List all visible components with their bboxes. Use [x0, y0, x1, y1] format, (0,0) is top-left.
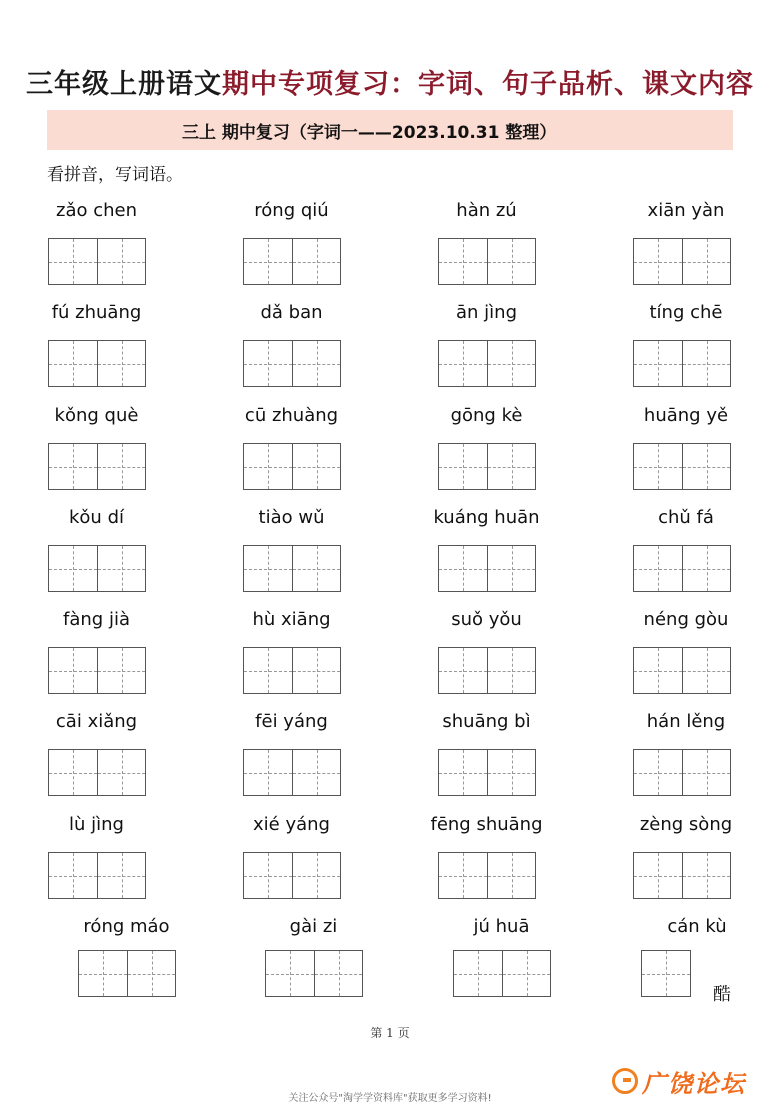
footer-note: 关注公众号"淘学学资料库"获取更多学习资料!	[288, 1093, 492, 1104]
pinyin-label: róng qiú	[254, 200, 329, 221]
tianzige-cell[interactable]	[49, 750, 97, 795]
tianzige-cell[interactable]	[642, 951, 690, 996]
pinyin-label: fēi yáng	[255, 711, 328, 732]
tianzige-cell[interactable]	[97, 239, 145, 284]
pinyin-label: hù xiāng	[252, 609, 331, 630]
pinyin-label: kuáng huān	[433, 507, 540, 528]
tianzige-cell[interactable]	[682, 853, 730, 898]
tianzige-cell[interactable]	[487, 239, 535, 284]
tianzige-cell[interactable]	[682, 750, 730, 795]
writing-grid[interactable]	[633, 443, 731, 490]
tianzige-cell[interactable]	[682, 239, 730, 284]
tianzige-cell[interactable]	[487, 341, 535, 386]
writing-grid[interactable]	[633, 749, 731, 796]
pinyin-label: tiào wǔ	[258, 507, 325, 528]
pinyin-label: lù jìng	[69, 814, 124, 835]
pinyin-label: zèng sòng	[639, 814, 733, 835]
writing-grid[interactable]	[633, 647, 731, 694]
tianzige-cell[interactable]	[682, 444, 730, 489]
section-banner	[47, 110, 733, 150]
pinyin-label: kǒng què	[54, 405, 139, 426]
pinyin-label: zǎo chen	[56, 200, 137, 221]
tianzige-cell[interactable]	[97, 648, 145, 693]
tianzige-cell[interactable]	[454, 951, 502, 996]
pinyin-label: jú huā	[473, 916, 530, 937]
tianzige-cell[interactable]	[439, 546, 487, 591]
tianzige-cell[interactable]	[502, 951, 550, 996]
writing-grid[interactable]	[633, 238, 731, 285]
tianzige-cell[interactable]	[292, 341, 340, 386]
pinyin-label: dǎ ban	[260, 302, 323, 323]
tianzige-cell[interactable]	[487, 750, 535, 795]
tianzige-cell[interactable]	[244, 648, 292, 693]
tianzige-cell[interactable]	[634, 853, 682, 898]
writing-grid[interactable]	[48, 238, 146, 285]
pinyin-label: chǔ fá	[658, 507, 714, 528]
tianzige-cell[interactable]	[266, 951, 314, 996]
pinyin-label: ān jìng	[456, 302, 517, 323]
pinyin-label: gōng kè	[450, 405, 523, 426]
tianzige-cell[interactable]	[634, 444, 682, 489]
tianzige-cell[interactable]	[244, 546, 292, 591]
given-character: 酷	[713, 984, 731, 1005]
writing-grid[interactable]	[633, 340, 731, 387]
writing-grid[interactable]	[265, 950, 363, 997]
writing-grid[interactable]	[48, 852, 146, 899]
pinyin-label: cū zhuàng	[244, 405, 339, 426]
title-part2: 期中专项复习：字词、句子品析、课文内容	[222, 69, 754, 100]
tianzige-cell[interactable]	[634, 341, 682, 386]
tianzige-cell[interactable]	[487, 853, 535, 898]
tianzige-cell[interactable]	[292, 648, 340, 693]
writing-grid[interactable]	[48, 749, 146, 796]
pinyin-label: fēng shuāng	[430, 814, 543, 835]
pinyin-label: fú zhuāng	[51, 302, 142, 323]
pinyin-label: cāi xiǎng	[55, 711, 138, 732]
pinyin-label: huāng yě	[643, 405, 729, 426]
tianzige-cell[interactable]	[634, 648, 682, 693]
tianzige-cell[interactable]	[97, 341, 145, 386]
writing-grid[interactable]	[438, 749, 536, 796]
pinyin-label: cán kù	[667, 916, 727, 937]
writing-grid[interactable]	[243, 647, 341, 694]
pinyin-label: néng gòu	[643, 609, 729, 630]
writing-grid[interactable]	[48, 545, 146, 592]
writing-grid[interactable]	[48, 647, 146, 694]
tianzige-cell[interactable]	[292, 853, 340, 898]
tianzige-cell[interactable]	[439, 444, 487, 489]
pinyin-label: xié yáng	[253, 814, 330, 835]
tianzige-cell[interactable]	[682, 341, 730, 386]
tianzige-cell[interactable]	[127, 951, 175, 996]
tianzige-cell[interactable]	[439, 750, 487, 795]
tianzige-cell[interactable]	[49, 648, 97, 693]
tianzige-cell[interactable]	[439, 853, 487, 898]
pinyin-label: gài zi	[289, 916, 338, 937]
writing-grid[interactable]	[438, 238, 536, 285]
pinyin-label: xiān yàn	[647, 200, 725, 221]
tianzige-cell[interactable]	[49, 853, 97, 898]
writing-grid[interactable]	[438, 443, 536, 490]
title-part1: 三年级上册语文	[26, 69, 222, 100]
pinyin-label: róng máo	[83, 916, 170, 937]
writing-grid[interactable]	[243, 443, 341, 490]
writing-grid[interactable]	[243, 545, 341, 592]
tianzige-cell[interactable]	[682, 648, 730, 693]
writing-grid[interactable]	[243, 852, 341, 899]
writing-grid[interactable]	[243, 749, 341, 796]
tianzige-cell[interactable]	[634, 750, 682, 795]
writing-grid[interactable]	[78, 950, 176, 997]
pinyin-label: shuāng bì	[442, 711, 531, 732]
tianzige-cell[interactable]	[292, 239, 340, 284]
writing-grid[interactable]	[48, 340, 146, 387]
writing-grid[interactable]	[633, 852, 731, 899]
tianzige-cell[interactable]	[49, 444, 97, 489]
tianzige-cell[interactable]	[487, 648, 535, 693]
tianzige-cell[interactable]	[292, 750, 340, 795]
page-number: 第 1 页	[370, 1026, 410, 1040]
writing-grid[interactable]	[438, 852, 536, 899]
tianzige-cell[interactable]	[634, 239, 682, 284]
tianzige-cell[interactable]	[292, 546, 340, 591]
tianzige-cell[interactable]	[49, 239, 97, 284]
tianzige-cell[interactable]	[97, 546, 145, 591]
writing-grid[interactable]	[633, 545, 731, 592]
tianzige-cell[interactable]	[97, 444, 145, 489]
pinyin-label: hán lěng	[646, 711, 726, 732]
tianzige-cell[interactable]	[244, 341, 292, 386]
tianzige-cell[interactable]	[682, 546, 730, 591]
writing-grid[interactable]	[453, 950, 551, 997]
pinyin-label: suǒ yǒu	[451, 609, 522, 630]
tianzige-cell[interactable]	[244, 853, 292, 898]
tianzige-cell[interactable]	[292, 444, 340, 489]
pinyin-label: hàn zú	[456, 200, 517, 221]
tianzige-cell[interactable]	[244, 444, 292, 489]
instruction: 看拼音，写词语。	[47, 165, 183, 185]
tianzige-cell[interactable]	[487, 546, 535, 591]
tianzige-cell[interactable]	[244, 750, 292, 795]
page-title	[0, 62, 780, 101]
writing-grid[interactable]	[641, 950, 691, 997]
tianzige-cell[interactable]	[97, 750, 145, 795]
tianzige-cell[interactable]	[634, 546, 682, 591]
logo-text: 广饶论坛	[642, 1069, 746, 1098]
pinyin-label: fàng jià	[63, 609, 130, 630]
tianzige-cell[interactable]	[439, 239, 487, 284]
writing-grid[interactable]	[438, 340, 536, 387]
writing-grid[interactable]	[438, 545, 536, 592]
tianzige-cell[interactable]	[314, 951, 362, 996]
writing-grid[interactable]	[438, 647, 536, 694]
pinyin-label: tíng chē	[649, 302, 723, 323]
writing-grid[interactable]	[243, 238, 341, 285]
banner-text: 三上 期中复习（字词一——2023.10.31 整理）	[182, 123, 557, 143]
writing-grid[interactable]	[243, 340, 341, 387]
tianzige-cell[interactable]	[49, 341, 97, 386]
tianzige-cell[interactable]	[97, 853, 145, 898]
tianzige-cell[interactable]	[439, 341, 487, 386]
tianzige-cell[interactable]	[487, 444, 535, 489]
tianzige-cell[interactable]	[439, 648, 487, 693]
tianzige-cell[interactable]	[79, 951, 127, 996]
writing-grid[interactable]	[48, 443, 146, 490]
tianzige-cell[interactable]	[244, 239, 292, 284]
pinyin-label: kǒu dí	[69, 507, 124, 528]
tianzige-cell[interactable]	[49, 546, 97, 591]
